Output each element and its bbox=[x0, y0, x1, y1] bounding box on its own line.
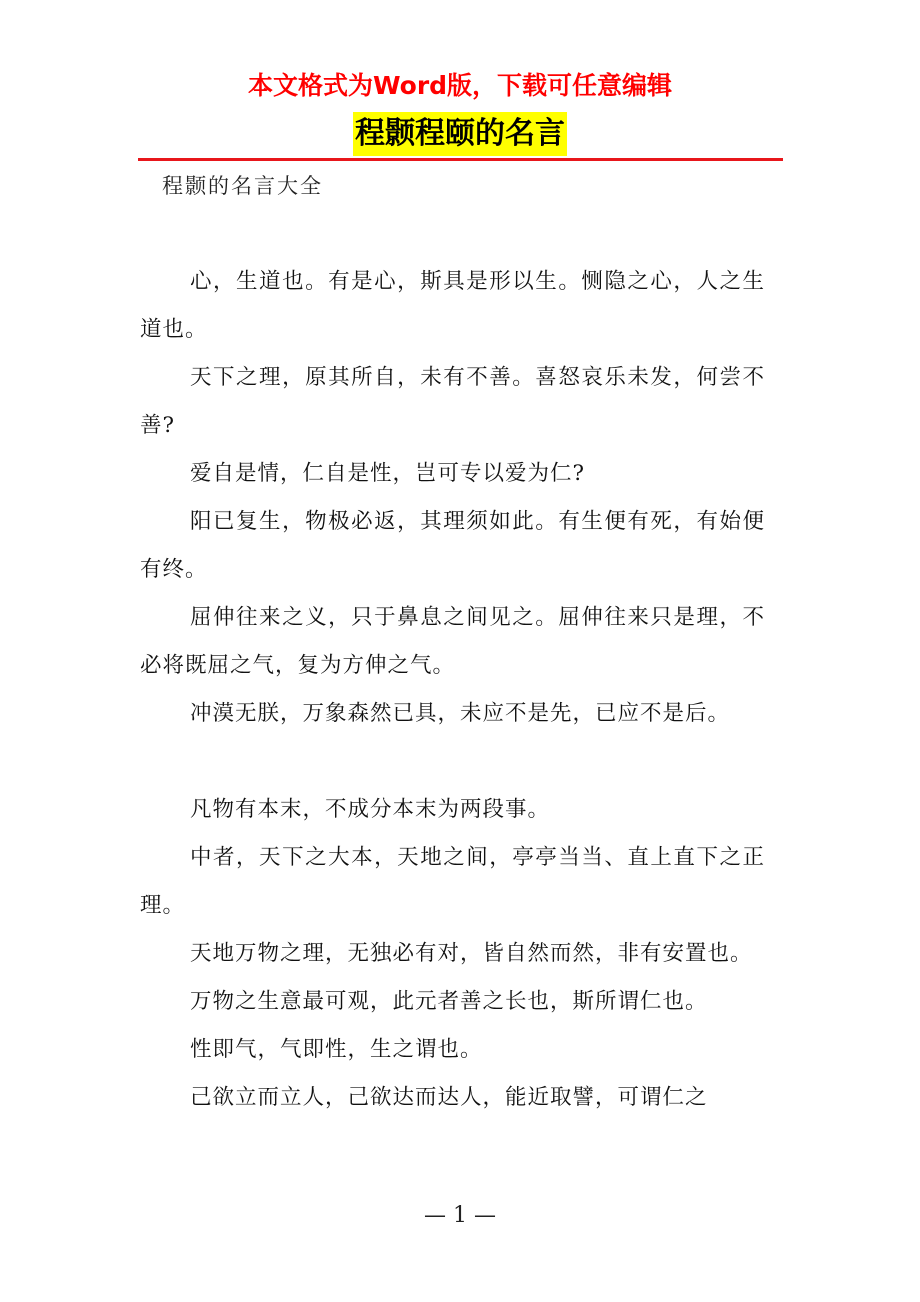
paragraph: 冲漠无朕，万象森然已具，未应不是先，已应不是后。 bbox=[190, 701, 731, 726]
paragraph: 中者，天下之大本，天地之间，亭亭当当、直上直下之正理。 bbox=[140, 845, 765, 918]
document-title: 程颢程颐的名言 bbox=[353, 112, 567, 156]
paragraph: 天下之理，原其所自，未有不善。喜怒哀乐未发，何尝不善? bbox=[140, 365, 765, 438]
paragraph: 天地万物之理，无独必有对，皆自然而然，非有安置也。 bbox=[190, 941, 753, 966]
paragraph: 凡物有本末，不成分本末为两段事。 bbox=[190, 797, 551, 822]
title-divider bbox=[138, 158, 783, 161]
paragraph: 心，生道也。有是心，斯具是形以生。恻隐之心，人之生道也。 bbox=[140, 269, 765, 342]
title-container bbox=[0, 112, 920, 156]
paragraph: 阳已复生，物极必返，其理须如此。有生便有死，有始便有终。 bbox=[140, 509, 765, 582]
page-number: — 1 — bbox=[424, 1203, 496, 1228]
subtitle: 程颢的名言大全 bbox=[162, 174, 323, 198]
paragraph: 己欲立而立人，己欲达而达人，能近取譬，可谓仁之 bbox=[190, 1085, 708, 1110]
paragraph: 万物之生意最可观，此元者善之长也，斯所谓仁也。 bbox=[190, 989, 708, 1014]
paragraph: 性即气，气即性，生之谓也。 bbox=[190, 1037, 483, 1062]
format-notice: 本文格式为Word版，下载可任意编辑 bbox=[247, 71, 673, 100]
paragraph: 屈伸往来之义，只于鼻息之间见之。屈伸往来只是理，不必将既屈之气，复为方伸之气。 bbox=[140, 605, 765, 678]
paragraph: 爱自是情，仁自是性，岂可专以爱为仁? bbox=[190, 461, 586, 486]
document-body bbox=[140, 258, 765, 1122]
